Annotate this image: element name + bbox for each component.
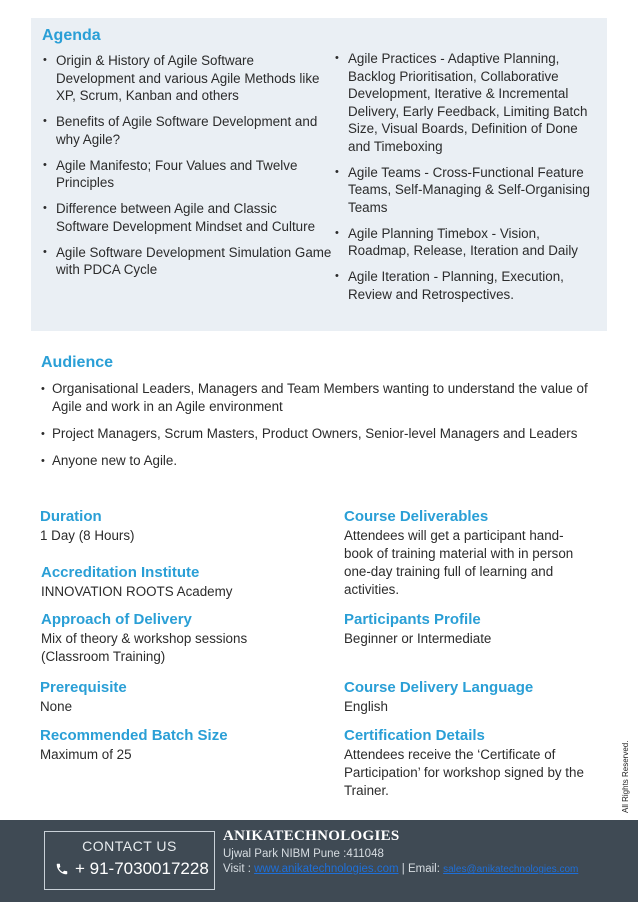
duration-value: 1 Day (8 Hours) [40, 528, 135, 543]
deliverables-value: Attendees will get a participant hand-book of training material with in person one-day training full of learning and activities. [344, 528, 574, 597]
audience-item: • Organisational Leaders, Managers and Team Members wanting to understand the value of Agile and work in an Agile environment [41, 380, 601, 416]
accreditation-label: Accreditation Institute [41, 564, 200, 581]
certification-value: Attendees receive the ‘Certificate of Participation’ for workshop signed by the Trainer. [344, 747, 584, 798]
email-label: | Email: [398, 863, 444, 875]
batch-size-section [40, 726, 320, 764]
agenda-item: • Difference between Agile and Classic Software Development Mindset and Culture [43, 200, 333, 235]
agenda-item: • Agile Planning Timebox - Vision, Roadmap, Release, Iteration and Daily [335, 225, 597, 260]
approach-section [41, 610, 281, 666]
accreditation-section [41, 563, 321, 601]
email-link[interactable]: sales@anikatechnologies.com [443, 864, 579, 875]
audience-list [41, 380, 601, 479]
approach-value: Mix of theory & workshop sessions (Classroom Training) [41, 631, 248, 664]
contact-box [44, 831, 215, 890]
agenda-item: • Agile Practices - Adaptive Planning, Backlog Prioritisation, Collaborative Development, Iterative & Incremental Delivery, Early Feedback, Limiting Batch Size, Visual Boards, Definition of Done and Timeboxing [335, 50, 597, 155]
rights-reserved-text: All Rights Reserved. [621, 740, 630, 813]
phone-icon [55, 862, 69, 876]
deliverables-label: Course Deliverables [344, 508, 489, 525]
certification-section [344, 726, 584, 800]
participants-section [344, 610, 604, 648]
agenda-item: • Agile Iteration - Planning, Execution, Review and Retrospectives. [335, 268, 597, 303]
duration-section [40, 507, 320, 545]
audience-item: • Anyone new to Agile. [41, 452, 601, 470]
language-value: English [344, 699, 388, 714]
agenda-title: Agenda [42, 27, 101, 44]
prerequisite-label: Prerequisite [40, 679, 127, 696]
deliverables-section [344, 507, 592, 599]
duration-label: Duration [40, 508, 102, 525]
accreditation-value: INNOVATION ROOTS Academy [41, 584, 233, 599]
language-label: Course Delivery Language [344, 679, 534, 696]
agenda-list-right [335, 50, 597, 312]
company-name: ANIKATECHNOLOGIES [223, 828, 400, 844]
agenda-list-left [43, 52, 333, 287]
participants-value: Beginner or Intermediate [344, 631, 492, 646]
visit-label: Visit : [223, 863, 255, 875]
prerequisite-section [40, 678, 320, 716]
certification-label: Certification Details [344, 727, 485, 744]
approach-label: Approach of Delivery [41, 611, 192, 628]
batch-size-value: Maximum of 25 [40, 747, 132, 762]
visit-line [223, 863, 578, 875]
website-link[interactable]: www.anikatechnologies.com [254, 863, 399, 875]
agenda-item: • Origin & History of Agile Software Development and various Agile Methods like XP, Scrum, Kanban and others [43, 52, 333, 105]
agenda-item: • Agile Software Development Simulation Game with PDCA Cycle [43, 244, 333, 279]
footer [0, 820, 638, 902]
prerequisite-value: None [40, 699, 73, 714]
contact-phone[interactable] [55, 859, 209, 879]
agenda-item: • Benefits of Agile Software Development and why Agile? [43, 113, 333, 148]
agenda-item: • Agile Teams - Cross-Functional Feature Teams, Self-Managing & Self-Organising Teams [335, 164, 597, 217]
language-section [344, 678, 604, 716]
batch-size-label: Recommended Batch Size [40, 727, 228, 744]
company-address: Ujwal Park NIBM Pune :411048 [223, 848, 384, 860]
audience-item: • Project Managers, Scrum Masters, Product Owners, Senior-level Managers and Leaders [41, 425, 601, 443]
phone-number: + 91-7030017228 [75, 859, 209, 878]
contact-label: CONTACT US [82, 838, 177, 854]
agenda-item: • Agile Manifesto; Four Values and Twelve Principles [43, 157, 333, 192]
participants-label: Participants Profile [344, 611, 481, 628]
audience-title: Audience [41, 354, 114, 371]
